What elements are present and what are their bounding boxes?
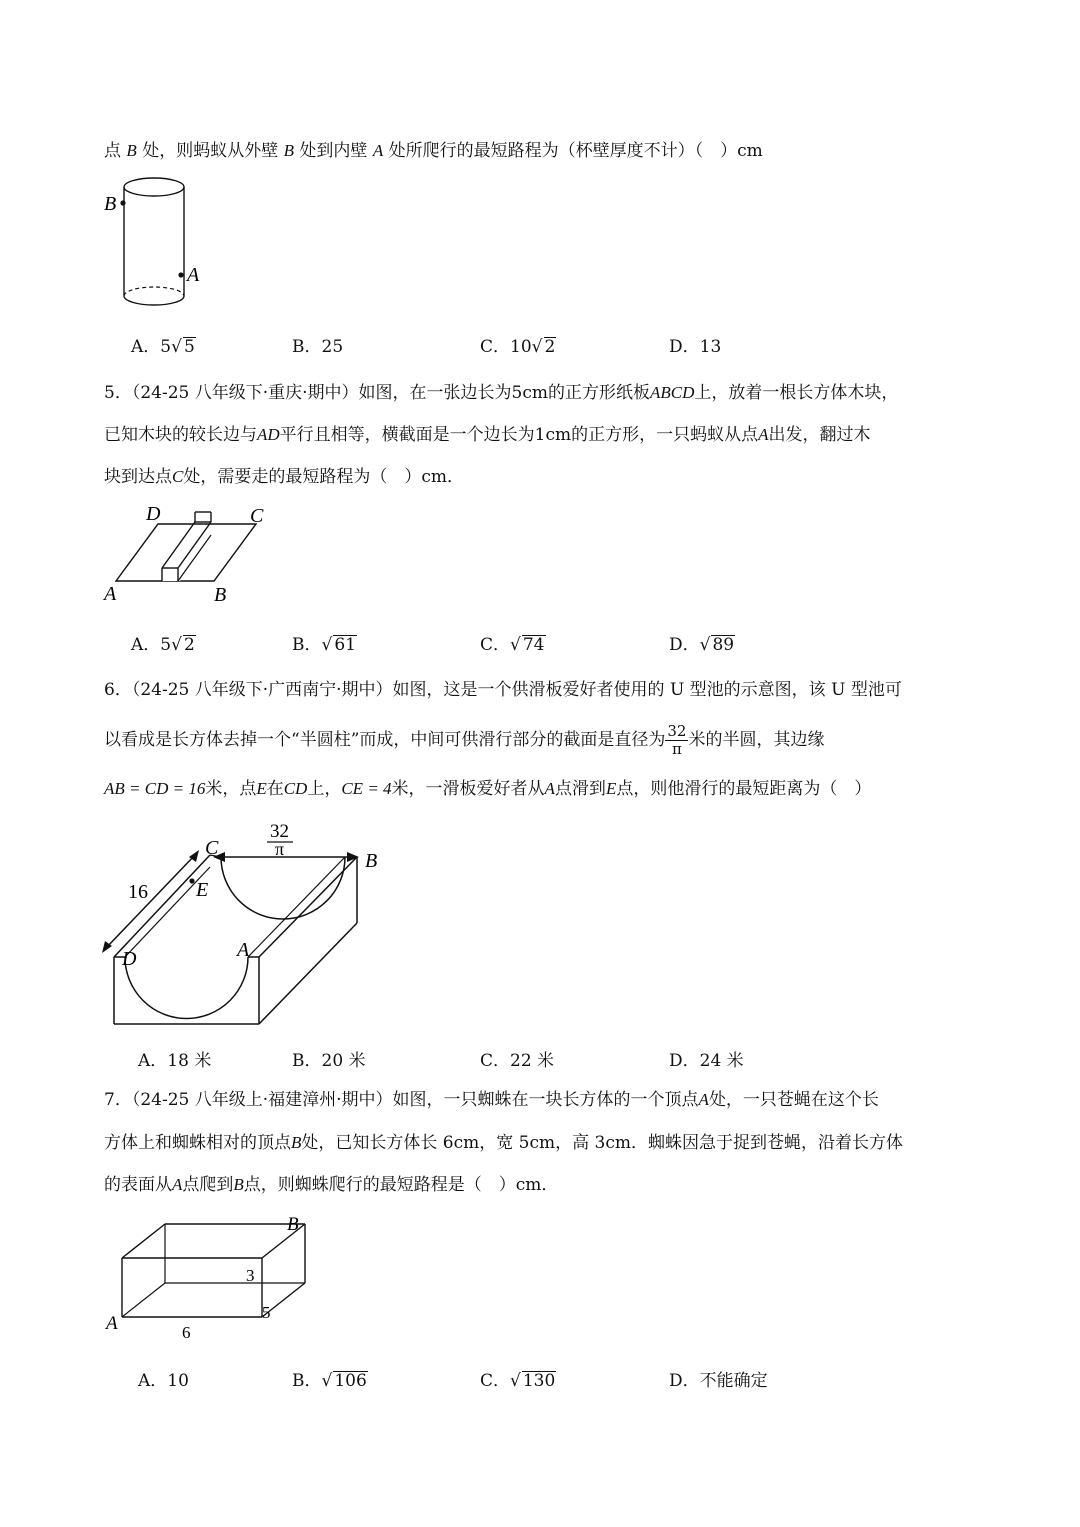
option-radicand: 61 bbox=[334, 635, 356, 655]
q5-stem-line-1 bbox=[104, 382, 898, 404]
q5-segment: AD bbox=[257, 425, 280, 444]
point-b-dot bbox=[120, 200, 125, 205]
q6-point: E bbox=[605, 779, 617, 798]
option-letter: D． bbox=[669, 337, 700, 357]
q6-stem-line-1 bbox=[104, 679, 902, 701]
length-16: 16 bbox=[128, 881, 148, 903]
option-letter: A． bbox=[131, 337, 161, 357]
q4-option-d[interactable] bbox=[669, 332, 721, 357]
q7-stem-line-2 bbox=[104, 1132, 903, 1154]
q5-option-c[interactable] bbox=[480, 630, 546, 655]
label-d: D bbox=[122, 948, 137, 970]
label-c: C bbox=[250, 505, 264, 527]
fraction-denominator: π bbox=[672, 740, 682, 758]
q6-stem-line-2 bbox=[104, 716, 824, 764]
q6-point: A bbox=[544, 779, 555, 798]
q5-option-a[interactable] bbox=[131, 630, 196, 655]
width-fraction-numerator: 32 bbox=[270, 821, 289, 842]
radical-sign: √ bbox=[321, 635, 333, 655]
q7-point: B bbox=[291, 1133, 302, 1152]
option-radicand: 130 bbox=[522, 1371, 556, 1391]
q7-option-b[interactable] bbox=[292, 1366, 368, 1391]
q5-text: 上，放着一根长方体木块， bbox=[694, 383, 899, 403]
option-value: 20 米 bbox=[321, 1051, 366, 1071]
option-coef: 5 bbox=[160, 337, 172, 357]
q6-option-a[interactable] bbox=[138, 1046, 211, 1071]
option-letter: B． bbox=[292, 1371, 322, 1391]
q6-text: 上， bbox=[307, 779, 342, 799]
q5-text: （24-25 八年级下·重庆·期中）如图，在一张边长为5cm的正方形纸板 bbox=[131, 383, 651, 403]
radical-sign: √ bbox=[171, 635, 182, 655]
label-d: D bbox=[146, 503, 161, 525]
q4-text: 点 bbox=[104, 141, 121, 161]
option-letter: B． bbox=[292, 1051, 322, 1071]
q7-option-c[interactable] bbox=[480, 1366, 556, 1391]
q6-text: 点滑到 bbox=[554, 779, 606, 799]
q7-text: （24-25 八年级上·福建漳州·期中）如图，一只蜘蛛在一块长方体的一个顶点 bbox=[131, 1090, 699, 1110]
label-a: A bbox=[187, 264, 200, 286]
q7-stem-line-3 bbox=[104, 1174, 558, 1196]
q5-option-b[interactable] bbox=[292, 630, 357, 655]
q4-point-b: B bbox=[283, 141, 294, 160]
q7-option-d[interactable] bbox=[669, 1366, 768, 1391]
option-letter: A． bbox=[138, 1371, 168, 1391]
q6-equation: AB = CD = 16 bbox=[104, 779, 206, 798]
radical-sign: √ bbox=[531, 337, 543, 357]
q7-point: A bbox=[172, 1175, 183, 1194]
q4-option-c[interactable] bbox=[480, 332, 556, 357]
label-a: A bbox=[104, 583, 117, 605]
q6-point: E bbox=[256, 779, 267, 798]
q6-text: 以看成是长方体去掉一个“半圆柱”而成，中间可供滑行部分的截面是直径为 bbox=[104, 730, 666, 750]
option-letter: D． bbox=[669, 1051, 700, 1071]
q7-text: 点爬到 bbox=[182, 1175, 234, 1195]
label-a: A bbox=[106, 1313, 118, 1334]
q5-number: 5． bbox=[104, 383, 132, 403]
q6-option-d[interactable] bbox=[669, 1046, 744, 1071]
cylinder-figure bbox=[95, 170, 215, 315]
q7-text: 方体上和蜘蛛相对的顶点 bbox=[104, 1133, 291, 1153]
q4-text: 处到内壁 bbox=[299, 141, 368, 161]
q7-point: A bbox=[698, 1090, 709, 1109]
option-letter: A． bbox=[131, 635, 161, 655]
option-value: 24 米 bbox=[699, 1051, 744, 1071]
option-value: 18 米 bbox=[167, 1051, 212, 1071]
q5-text: 出发，翻过木 bbox=[768, 425, 871, 445]
q7-text: 处，一只苍蝇在这个长 bbox=[708, 1090, 879, 1110]
q6-stem-line-3 bbox=[104, 778, 871, 800]
q5-text: 已知木块的较长边与 bbox=[104, 425, 257, 445]
option-letter: C． bbox=[480, 1051, 511, 1071]
option-value: 不能确定 bbox=[699, 1371, 768, 1391]
q6-text: 点，则他滑行的最短距离为（ ） bbox=[616, 779, 872, 799]
q6-option-b[interactable] bbox=[292, 1046, 366, 1071]
width-fraction-denominator: π bbox=[275, 839, 285, 859]
option-letter: A． bbox=[138, 1051, 168, 1071]
radical-sign: √ bbox=[510, 635, 521, 655]
height-3: 3 bbox=[246, 1266, 255, 1285]
q6-text: 米，一滑板爱好者从 bbox=[391, 779, 545, 799]
label-b: B bbox=[365, 850, 378, 872]
option-letter: C． bbox=[480, 337, 511, 357]
option-radicand: 106 bbox=[334, 1371, 367, 1391]
q7-option-a[interactable] bbox=[138, 1366, 189, 1391]
q5-text: 平行且相等，横截面是一个边长为1cm的正方形，一只蚂蚁从点 bbox=[279, 425, 759, 445]
label-b: B bbox=[104, 193, 117, 215]
option-letter: C． bbox=[480, 1371, 511, 1391]
q6-equation: CE = 4 bbox=[341, 779, 392, 798]
q4-stem-line bbox=[104, 140, 763, 162]
q5-text: 块到达点 bbox=[104, 467, 172, 487]
option-radicand: 74 bbox=[522, 635, 545, 655]
option-value: 13 bbox=[699, 337, 722, 357]
fraction-numerator: 32 bbox=[667, 722, 687, 740]
option-coef: 5 bbox=[160, 635, 172, 655]
option-radicand: 89 bbox=[712, 635, 735, 655]
q5-point: C bbox=[172, 467, 184, 486]
q6-segment: CD bbox=[283, 779, 308, 798]
q4-option-a[interactable] bbox=[131, 332, 196, 357]
option-coef: 10 bbox=[510, 337, 532, 357]
option-radicand: 2 bbox=[544, 337, 556, 357]
radical-sign: √ bbox=[321, 1371, 333, 1391]
radical-sign: √ bbox=[699, 635, 711, 655]
point-e-dot bbox=[189, 878, 194, 883]
label-b: B bbox=[214, 584, 227, 605]
q7-point: B bbox=[233, 1175, 244, 1194]
u-pool-figure bbox=[95, 815, 395, 1035]
option-value: 25 bbox=[321, 337, 344, 357]
q7-text: 的表面从 bbox=[104, 1175, 172, 1195]
board-block-figure bbox=[100, 500, 290, 605]
q6-text: 米，点 bbox=[205, 779, 257, 799]
q4-text: 处，则蚂蚁从外壁 bbox=[142, 141, 279, 161]
q7-text: 点，则蜘蛛爬行的最短路程是（ ）cm． bbox=[243, 1175, 559, 1195]
q5-point: A bbox=[758, 425, 769, 444]
radical-sign: √ bbox=[171, 337, 182, 357]
q4-option-b[interactable] bbox=[292, 332, 343, 357]
q4-text: 处所爬行的最短路程为（杯壁厚度不计）（ ）cm bbox=[388, 141, 763, 161]
option-letter: B． bbox=[292, 635, 322, 655]
option-letter: D． bbox=[669, 1371, 700, 1391]
option-letter: B． bbox=[292, 337, 322, 357]
option-value: 10 bbox=[167, 1371, 189, 1391]
length-6: 6 bbox=[182, 1323, 191, 1342]
q6-fraction bbox=[665, 723, 688, 758]
q7-stem-line-1 bbox=[104, 1089, 879, 1111]
q5-text: 处，需要走的最短路程为（ ）cm． bbox=[183, 467, 464, 487]
option-radicand: 5 bbox=[183, 337, 195, 357]
q7-text: 处，已知长方体长 6cm，宽 5cm，高 3cm．蜘蛛因急于捉到苍蝇，沿着长方体 bbox=[301, 1133, 903, 1153]
q5-option-d[interactable] bbox=[669, 630, 735, 655]
q4-point-b: B bbox=[126, 141, 137, 160]
option-radicand: 2 bbox=[183, 635, 195, 655]
q6-text: （24-25 八年级下·广西南宁·期中）如图，这是一个供滑板爱好者使用的 U 型池的示意图，该 U 型池可 bbox=[131, 680, 902, 700]
q5-stem-line-3 bbox=[104, 466, 464, 488]
option-letter: C． bbox=[480, 635, 511, 655]
width-5: 5 bbox=[262, 1303, 271, 1322]
point-a-dot bbox=[178, 272, 183, 277]
cuboid-figure bbox=[100, 1212, 310, 1347]
q6-text: 在 bbox=[266, 779, 284, 799]
q6-number: 6． bbox=[104, 680, 132, 700]
q5-stem-line-2 bbox=[104, 424, 871, 446]
q6-option-c[interactable] bbox=[480, 1046, 554, 1071]
radical-sign: √ bbox=[510, 1371, 521, 1391]
option-letter: D． bbox=[669, 635, 700, 655]
q5-square-name: ABCD bbox=[650, 383, 695, 402]
q6-text: 米的半圆，其边缘 bbox=[688, 730, 825, 750]
label-b: B bbox=[287, 1214, 299, 1235]
q7-number: 7． bbox=[104, 1090, 132, 1110]
option-value: 22 米 bbox=[510, 1051, 555, 1071]
label-a: A bbox=[237, 939, 250, 961]
label-e: E bbox=[196, 879, 209, 901]
label-c: C bbox=[205, 837, 219, 859]
q4-point-a: A bbox=[372, 141, 384, 160]
